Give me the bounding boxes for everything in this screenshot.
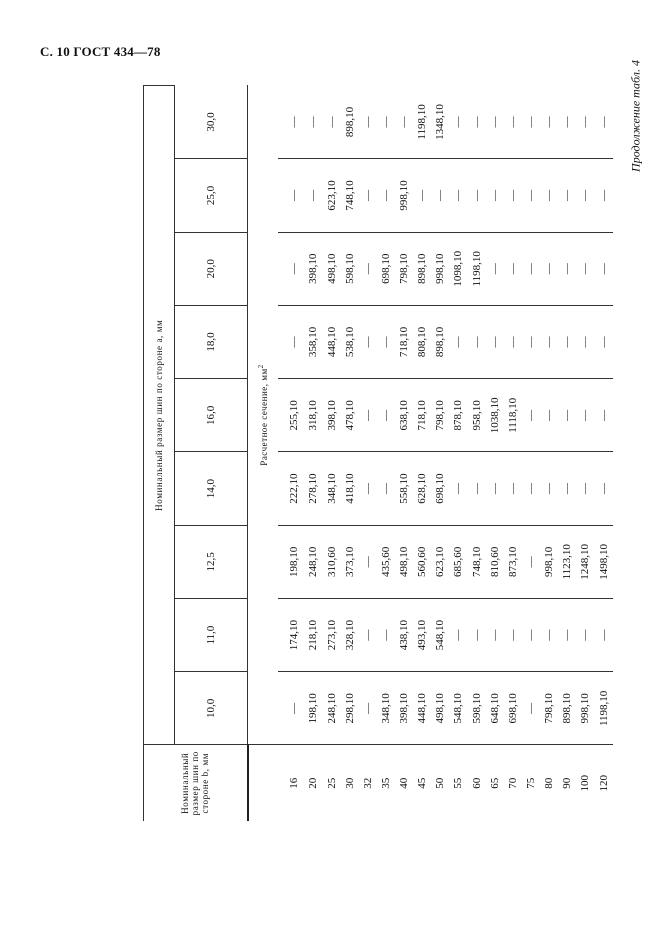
table-cell: 398,10 [305, 232, 323, 305]
table-cell: 698,10 [504, 672, 522, 745]
row-label-b: 30 [341, 745, 359, 821]
row-label-b: 100 [577, 745, 595, 821]
row-label-b: 90 [558, 745, 576, 821]
table-cell: 873,10 [504, 525, 522, 598]
table-cell: — [377, 305, 395, 378]
table-cell: 418,10 [341, 452, 359, 525]
section-subheader-text: Расчетное сечение, мм [258, 368, 269, 466]
row-label-b: 75 [522, 745, 540, 821]
table-cell: 348,10 [323, 452, 341, 525]
table-cell: — [323, 86, 341, 159]
table-cell: 623,10 [432, 525, 450, 598]
table-cell: — [486, 232, 504, 305]
table-cell: — [558, 379, 576, 452]
table-cell: — [595, 379, 613, 452]
table-cell: 878,10 [450, 379, 468, 452]
table-cell: — [359, 672, 377, 745]
table-cell: — [468, 159, 486, 232]
table-cell: 718,10 [395, 305, 413, 378]
row-label-b: 60 [468, 745, 486, 821]
column-header: 12,5 [175, 525, 248, 598]
table-row [359, 86, 377, 822]
table-cell: — [377, 86, 395, 159]
table-cell: 558,10 [395, 452, 413, 525]
table-cell: 748,10 [341, 159, 359, 232]
table-cell: — [468, 86, 486, 159]
table-cell: 598,10 [468, 672, 486, 745]
column-header: 20,0 [175, 232, 248, 305]
table-cell: — [278, 672, 305, 745]
table-cell: 218,10 [305, 598, 323, 671]
table-cell: — [450, 598, 468, 671]
table-cell: — [377, 159, 395, 232]
table-cell: 698,10 [377, 232, 395, 305]
table-cell: — [522, 525, 540, 598]
table-cell: 998,10 [432, 232, 450, 305]
column-header: 11,0 [175, 598, 248, 671]
table-cell: — [577, 159, 595, 232]
page-header: С. 10 ГОСТ 434—78 [40, 44, 161, 59]
row-label-b: 55 [450, 745, 468, 821]
table-cell: — [504, 86, 522, 159]
table-cell: — [540, 305, 558, 378]
table-row [305, 86, 323, 822]
table-cell: 248,10 [323, 672, 341, 745]
table-row [504, 86, 522, 822]
table-row [450, 86, 468, 822]
table-cell: 1123,10 [558, 525, 576, 598]
table-cell: — [522, 232, 540, 305]
table-cell: 1248,10 [577, 525, 595, 598]
table-row [540, 86, 558, 822]
table-cell: 798,10 [432, 379, 450, 452]
row-label-b: 25 [323, 745, 341, 821]
table-cell: — [278, 232, 305, 305]
table-cell: 898,10 [341, 86, 359, 159]
table-cell: 278,10 [305, 452, 323, 525]
table-cell: — [540, 379, 558, 452]
table-cell: 648,10 [486, 672, 504, 745]
table-cell: 498,10 [395, 525, 413, 598]
table-cell: — [577, 305, 595, 378]
table-cell: — [359, 525, 377, 598]
table-cell: 174,10 [278, 598, 305, 671]
table-body [278, 86, 613, 822]
table-cell: — [468, 598, 486, 671]
table-cell: — [595, 86, 613, 159]
table-row [577, 86, 595, 822]
row-label-b: 35 [377, 745, 395, 821]
table-cell: 1198,10 [468, 232, 486, 305]
table-cell: — [522, 379, 540, 452]
table-cell: 1118,10 [504, 379, 522, 452]
table-cell: 1098,10 [450, 232, 468, 305]
table-cell: — [359, 232, 377, 305]
table-cell: — [359, 379, 377, 452]
table-cell: 448,10 [413, 672, 431, 745]
table-cell: 798,10 [540, 672, 558, 745]
table-cell: — [595, 452, 613, 525]
row-label-b: 45 [413, 745, 431, 821]
table-cell: 998,10 [577, 672, 595, 745]
table-cell: — [504, 232, 522, 305]
table-cell: 623,10 [323, 159, 341, 232]
column-header: 25,0 [175, 159, 248, 232]
table-cell: 438,10 [395, 598, 413, 671]
table-cell: 798,10 [395, 232, 413, 305]
table-cell: 478,10 [341, 379, 359, 452]
table-cell: — [359, 598, 377, 671]
table-cell: — [540, 232, 558, 305]
table-cell: — [359, 305, 377, 378]
table-row [341, 86, 359, 822]
table-cell: — [577, 86, 595, 159]
row-label-b: 20 [305, 745, 323, 821]
table-cell: — [558, 159, 576, 232]
table-cell: — [522, 598, 540, 671]
table-cell: — [504, 598, 522, 671]
table-row [377, 86, 395, 822]
column-header: 16,0 [175, 379, 248, 452]
table-cell: — [377, 598, 395, 671]
table-cell: 898,10 [558, 672, 576, 745]
table-cell: — [504, 159, 522, 232]
table-cell: 1198,10 [413, 86, 431, 159]
table-cell: 548,10 [432, 598, 450, 671]
table-cell: — [450, 305, 468, 378]
table-cell: 358,10 [305, 305, 323, 378]
table-cell: — [432, 159, 450, 232]
table-cell: 998,10 [395, 159, 413, 232]
table-cell: — [558, 452, 576, 525]
table-cell: 548,10 [450, 672, 468, 745]
table-cell: 560,60 [413, 525, 431, 598]
table-cell: 628,10 [413, 452, 431, 525]
table-cell: 808,10 [413, 305, 431, 378]
table-row [595, 86, 613, 822]
table-cell: 810,60 [486, 525, 504, 598]
table-continuation-label: Продолжение табл. 4 [628, 60, 643, 172]
table-cell: 498,10 [432, 672, 450, 745]
table-cell: — [413, 159, 431, 232]
table-cell: 493,10 [413, 598, 431, 671]
table-row [395, 86, 413, 822]
table-cell: — [558, 598, 576, 671]
table-cell: — [278, 305, 305, 378]
table-cell: 348,10 [377, 672, 395, 745]
table-row [432, 86, 450, 822]
table-cell: 698,10 [432, 452, 450, 525]
table-cell: — [595, 598, 613, 671]
table-cell: 598,10 [341, 232, 359, 305]
table-cell: — [522, 305, 540, 378]
table-cell: — [486, 598, 504, 671]
table-cell: — [278, 86, 305, 159]
table-cell: 373,10 [341, 525, 359, 598]
table-rotated-container [143, 85, 613, 821]
table-row [486, 86, 504, 822]
table-cell: 638,10 [395, 379, 413, 452]
table-cell: — [504, 452, 522, 525]
table-cell: 998,10 [540, 525, 558, 598]
table-row [278, 86, 305, 822]
table-cell: — [577, 379, 595, 452]
table-cell: 898,10 [432, 305, 450, 378]
table-cell: — [522, 86, 540, 159]
table-cell: — [577, 232, 595, 305]
table-cell: 498,10 [323, 232, 341, 305]
table-cell: — [558, 86, 576, 159]
table-cell: — [486, 159, 504, 232]
column-header: 14,0 [175, 452, 248, 525]
table-cell: 748,10 [468, 525, 486, 598]
table-cell: — [558, 305, 576, 378]
table-cell: — [450, 452, 468, 525]
table-cell: — [540, 86, 558, 159]
table-cell: 898,10 [413, 232, 431, 305]
table-row [522, 86, 540, 822]
table-cell: 398,10 [395, 672, 413, 745]
row-label-b: 120 [595, 745, 613, 821]
column-header: 18,0 [175, 305, 248, 378]
table-cell: — [522, 452, 540, 525]
table-cell: 328,10 [341, 598, 359, 671]
table-cell: — [305, 159, 323, 232]
table-cell: — [468, 305, 486, 378]
table-cell: — [377, 452, 395, 525]
table-cell: 318,10 [305, 379, 323, 452]
table-cell: — [450, 86, 468, 159]
table-cell: — [377, 379, 395, 452]
table-cell: — [359, 452, 377, 525]
table-cell: — [540, 159, 558, 232]
subheader-spacer [248, 745, 279, 821]
table-cell: — [522, 672, 540, 745]
table-cell: 1198,10 [595, 672, 613, 745]
table-cell: 298,10 [341, 672, 359, 745]
row-label-b: 50 [432, 745, 450, 821]
table-cell: 1498,10 [595, 525, 613, 598]
row-label-b: 80 [540, 745, 558, 821]
column-header-row [175, 86, 248, 822]
table-cell: 448,10 [323, 305, 341, 378]
table-cell: — [486, 305, 504, 378]
table-cell: 198,10 [278, 525, 305, 598]
table-cell: 1348,10 [432, 86, 450, 159]
table-cell: — [359, 86, 377, 159]
row-label-b: 40 [395, 745, 413, 821]
table-row [558, 86, 576, 822]
table-cell: — [577, 452, 595, 525]
table-cell: — [558, 232, 576, 305]
table-cell: — [504, 305, 522, 378]
section-subheader [248, 86, 279, 746]
table-cell: 435,60 [377, 525, 395, 598]
row-label-b: 16 [278, 745, 305, 821]
row-label-b: 32 [359, 745, 377, 821]
column-header: 30,0 [175, 86, 248, 159]
table-cell: — [595, 305, 613, 378]
table-row [468, 86, 486, 822]
table-cell: — [305, 86, 323, 159]
table-cell: 273,10 [323, 598, 341, 671]
table-cell: 685,60 [450, 525, 468, 598]
table-cell: 1038,10 [486, 379, 504, 452]
table-cell: — [359, 159, 377, 232]
table-cell: 198,10 [305, 672, 323, 745]
table-cell: — [577, 598, 595, 671]
table-cell: 718,10 [413, 379, 431, 452]
table-cell: — [540, 452, 558, 525]
column-header: 10,0 [175, 672, 248, 745]
table-cell: 248,10 [305, 525, 323, 598]
table-cell: — [486, 86, 504, 159]
table-cell: — [450, 159, 468, 232]
section-subheader-superscript: 2 [256, 364, 265, 369]
table-cell: — [595, 232, 613, 305]
table-cell: — [486, 452, 504, 525]
row-label-b: 65 [486, 745, 504, 821]
table-cell: 310,60 [323, 525, 341, 598]
row-label-b: 70 [504, 745, 522, 821]
table-cell: 538,10 [341, 305, 359, 378]
table-cell: — [468, 452, 486, 525]
group-header-a-side: Номинальный размер шин по стороне a, мм [144, 86, 175, 746]
table-cell: — [540, 598, 558, 671]
table-cell: 222,10 [278, 452, 305, 525]
table-cell: — [395, 86, 413, 159]
table-cell: 958,10 [468, 379, 486, 452]
corner-header-b-side: Номинальный размер шин по стороне b, мм [144, 745, 248, 821]
table-cell: 398,10 [323, 379, 341, 452]
table-cell: — [522, 159, 540, 232]
table-row [413, 86, 431, 822]
table-cell: — [595, 159, 613, 232]
table-cell: — [278, 159, 305, 232]
table-cell: 255,10 [278, 379, 305, 452]
table-row [323, 86, 341, 822]
busbar-section-table [143, 85, 613, 821]
